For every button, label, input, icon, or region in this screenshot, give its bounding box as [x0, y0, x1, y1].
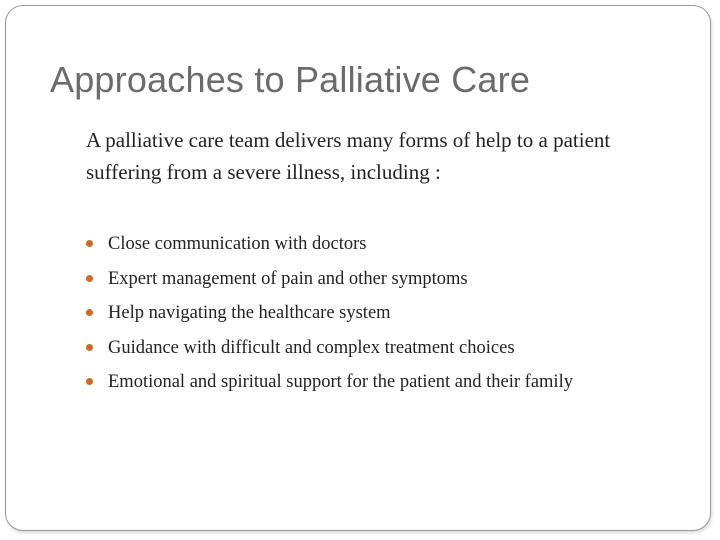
bullet-icon [86, 344, 93, 351]
bullet-text: Close communication with doctors [108, 234, 367, 254]
bullet-text: Emotional and spiritual support for the patient and their family [108, 372, 573, 392]
bullet-text: Guidance with difficult and complex treatment choices [108, 337, 515, 358]
slide-frame [5, 5, 711, 531]
bullet-icon [86, 378, 93, 385]
intro-paragraph: A palliative care team delivers many forms of help to a patient suffering from a severe illness, including : [86, 128, 611, 184]
bullet-text: Expert management of pain and other symptoms [108, 268, 468, 289]
bullet-item [86, 229, 706, 264]
bullet-item [86, 333, 706, 368]
bullet-icon [86, 275, 93, 282]
bullet-icon [86, 240, 93, 247]
bullet-item [86, 367, 706, 402]
bullet-list [86, 229, 706, 402]
bullet-text: Help navigating the healthcare system [108, 303, 391, 323]
slide-title: Approaches to Palliative Care [50, 59, 531, 100]
bullet-item [86, 264, 706, 299]
bullet-icon [86, 309, 93, 316]
bullet-item [86, 298, 706, 333]
